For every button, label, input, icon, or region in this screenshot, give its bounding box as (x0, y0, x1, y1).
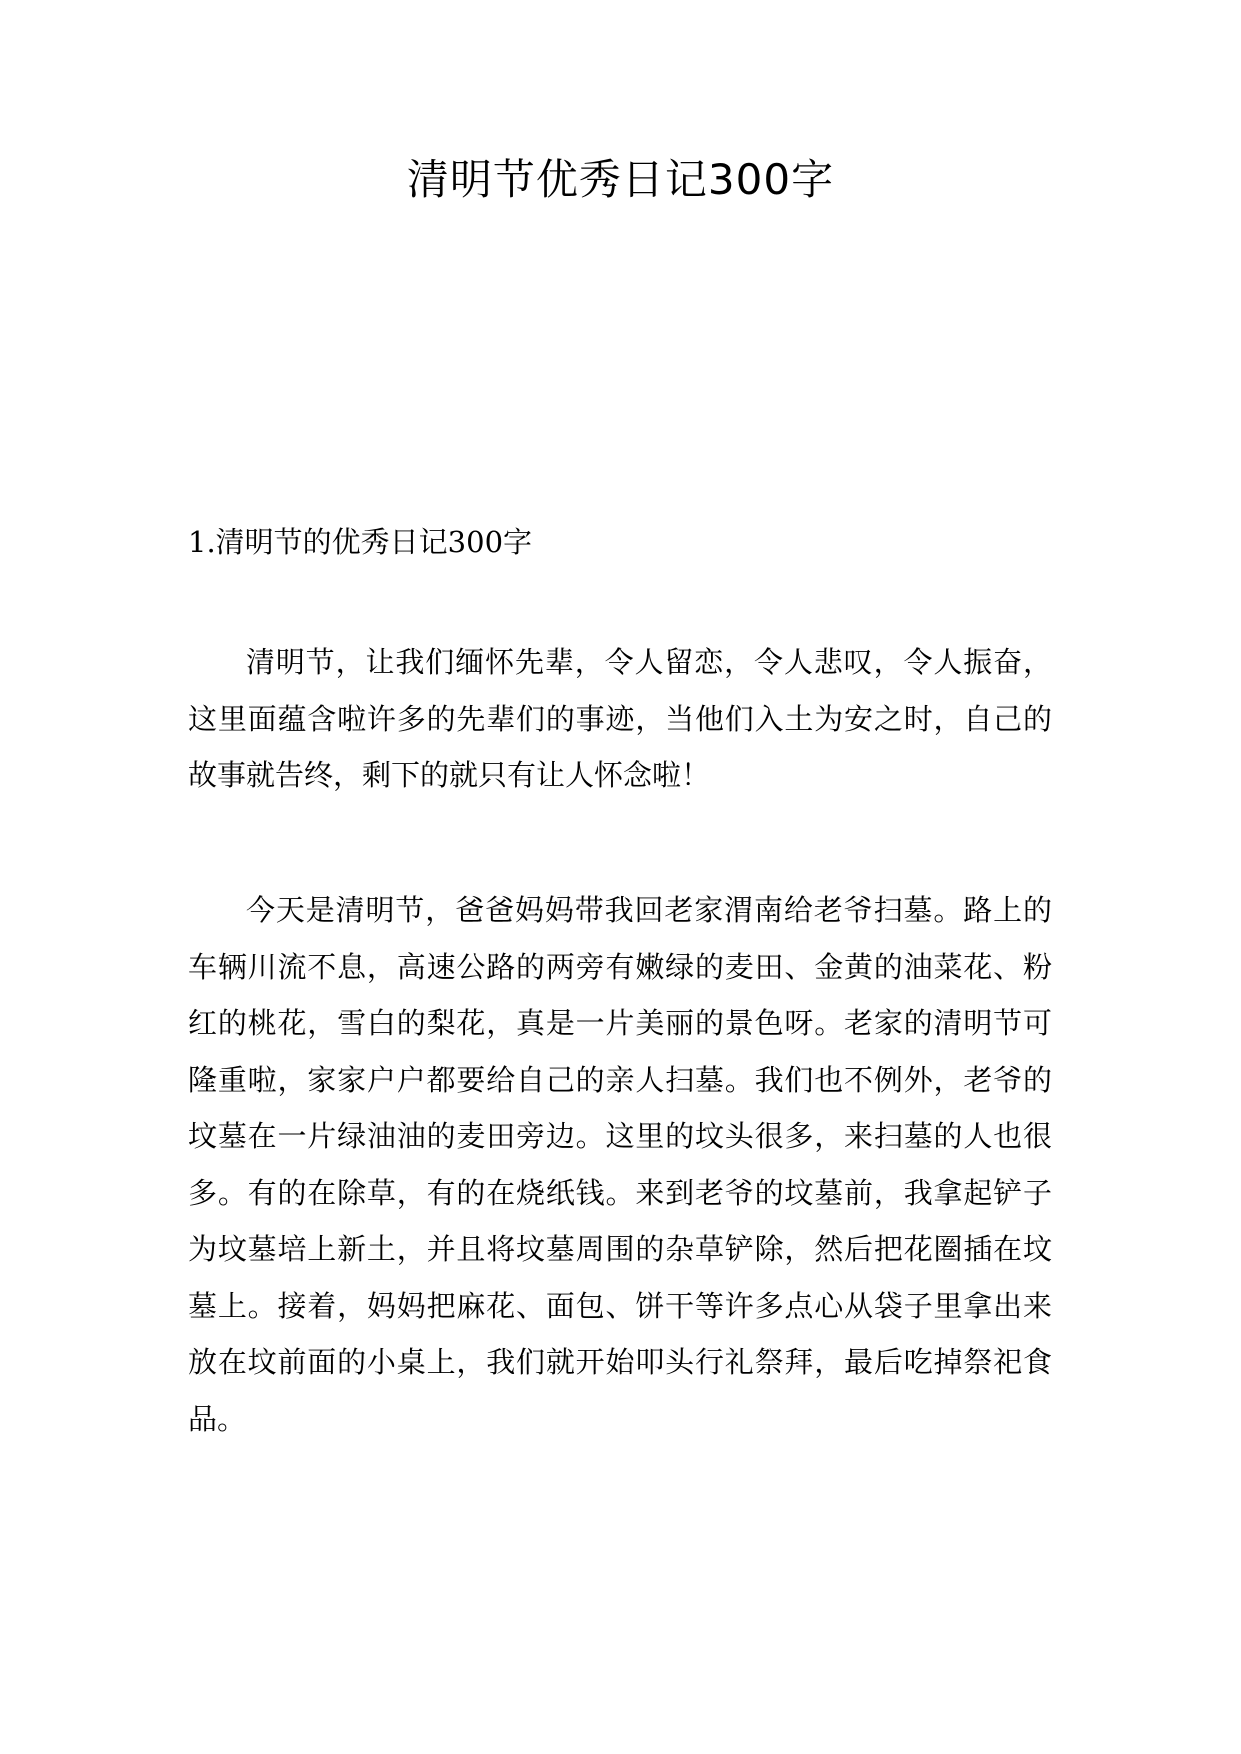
document-title: 清明节优秀日记300字 (406, 155, 835, 204)
section-heading: 1.清明节的优秀日记300字 (188, 525, 533, 559)
body-paragraph-1: 清明节，让我们缅怀先辈，令人留恋，令人悲叹，令人振奋，这里面蕴含啦许多的先辈们的事迹，当他们入土为安之时，自己的故事就告终，剩下的就只有让人怀念啦！ (188, 645, 1052, 792)
body-paragraph-2: 今天是清明节，爸爸妈妈带我回老家渭南给老爷扫墓。路上的车辆川流不息，高速公路的两旁有嫩绿的麦田、金黄的油菜花、粉红的桃花，雪白的梨花，真是一片美丽的景色呀。老家的清明节可隆重啦，家家户户都要给自己的亲人扫墓。我们也不例外，老爷的坟墓在一片绿油油的麦田旁边。这里的坟头很多，来扫墓的人也很多。有的在除草，有的在烧纸钱。来到老爷的坟墓前，我拿起铲子为坟墓培上新土，并且将坟墓周围的杂草铲除，然后把花圈插在坟墓上。接着，妈妈把麻花、面包、饼干等许多点心从袋子里拿出来放在坟前面的小桌上，我们就开始叩头行礼祭拜，最后吃掉祭祀食品。 (188, 893, 1052, 1436)
